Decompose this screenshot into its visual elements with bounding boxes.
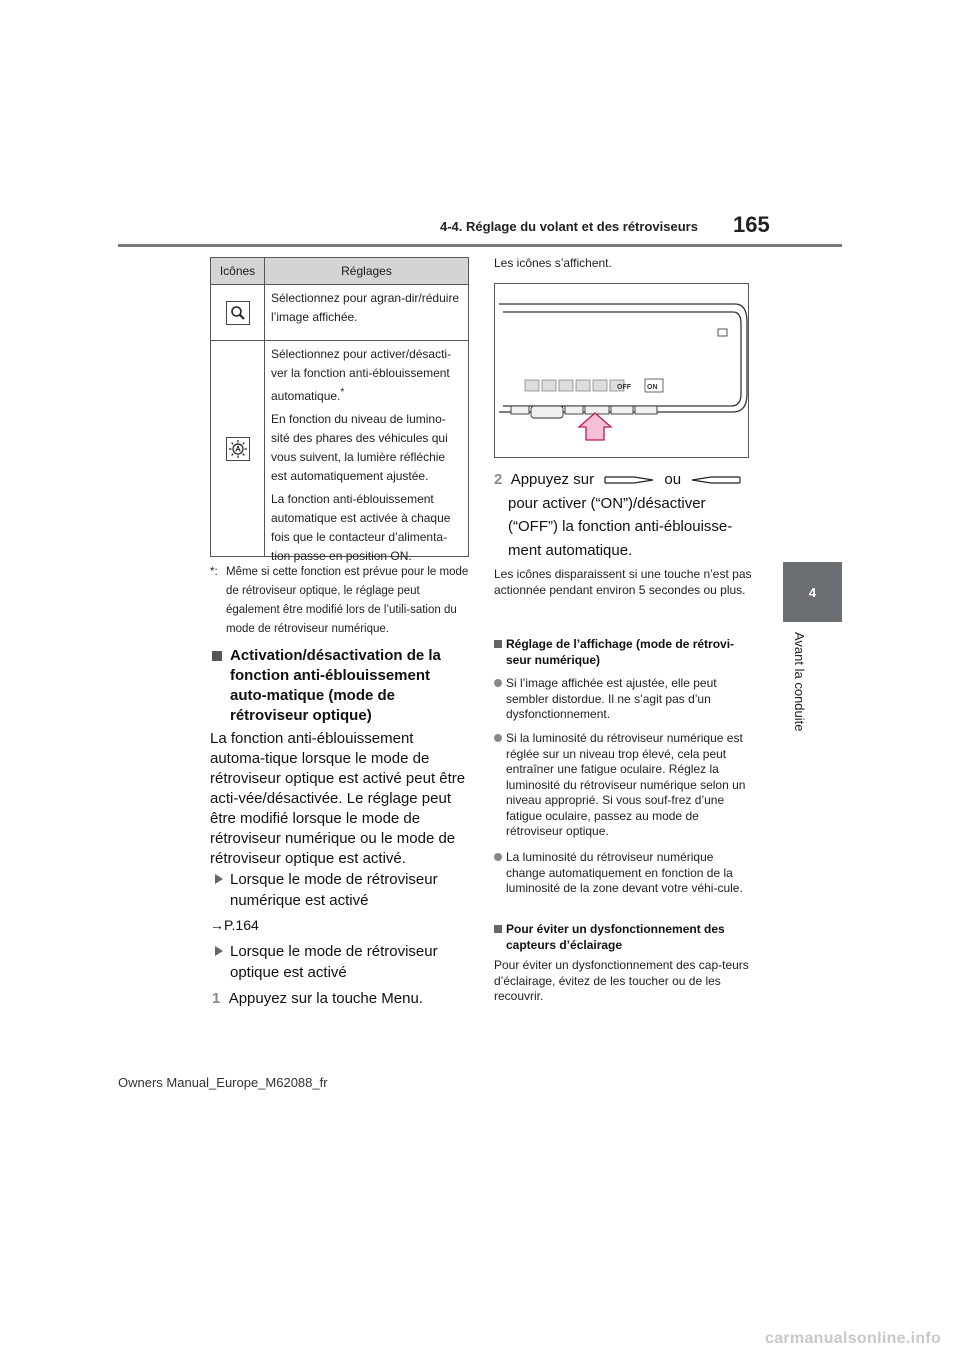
sensor-note: Pour éviter un dysfonctionnement des cap-teurs d’éclairage, évitez de les toucher ou de les recouvrir. xyxy=(494,958,749,1003)
section-subheading: Activation/désactivation de la fonction anti-éblouissement auto-matique (mode de rétroviseur optique) xyxy=(210,646,470,726)
intro-text: Les icônes s’affichent. xyxy=(494,256,612,270)
condition-item: Lorsque le mode de rétroviseur numérique est activé xyxy=(210,869,472,911)
table-header xyxy=(211,258,468,285)
mirror-icon-bar xyxy=(525,379,663,392)
triangle-bullet-icon xyxy=(215,874,223,884)
chapter-number: 4 xyxy=(808,584,817,600)
step-2: 2 Appuyez sur ou pour activer (“ON”)/désactiver (“OFF”) la fonction anti-éblouisse- ment automatique. xyxy=(494,468,756,562)
mirror-illustration xyxy=(494,283,749,458)
round-bullet-icon xyxy=(494,853,502,861)
list-item: La luminosité du rétroviseur numérique change automatiquement en fonction de la luminosité de la zone devant votre véhi-cule. xyxy=(494,850,756,897)
col-header-icons: Icônes xyxy=(211,258,265,284)
square-bullet-icon xyxy=(494,640,502,648)
auto-brightness-icon xyxy=(226,437,250,461)
document-footer: Owners Manual_Europe_M62088_fr xyxy=(118,1075,328,1090)
round-bullet-icon xyxy=(494,679,502,687)
watermark-logo: carmanualsonline.info xyxy=(765,1330,942,1347)
triangle-bullet-icon xyxy=(215,946,223,956)
body-paragraph: La fonction anti-éblouissement automa-tique lorsque le mode de rétroviseur optique est activé peut être acti-vée/désactivée. Le réglage peut être modifié lorsque le mode de rétroviseur numérique ou le mode de rétroviseur optique est activé. xyxy=(210,730,466,867)
list-item: Si l’image affichée est ajustée, elle peut sembler distordue. Il ne s’agit pas d’un dysfonctionnement. xyxy=(494,676,756,723)
col-header-settings: Réglages xyxy=(341,264,392,278)
chapter-tab xyxy=(783,562,842,622)
icons-table xyxy=(210,257,469,563)
left-button-glyph-icon xyxy=(604,474,654,486)
sensor-heading: Pour éviter un dysfonctionnement des capteurs d’éclairage xyxy=(494,922,756,953)
section-title: 4-4. Réglage du volant et des rétroviseurs xyxy=(440,219,698,234)
press-arrow-icon xyxy=(579,413,611,440)
table-row xyxy=(211,341,468,563)
mirror-off-label: OFF xyxy=(617,384,631,391)
table-row xyxy=(211,285,468,341)
mirror-on-label: ON xyxy=(647,384,658,391)
header-rule xyxy=(118,244,842,247)
icons-timeout-note: Les icônes disparaissent si une touche n’est pas actionnée pendant environ 5 secondes ou plus. xyxy=(494,567,752,597)
row1-setting: Sélectionnez pour agran-dir/réduire l’image affichée. xyxy=(271,291,460,324)
page-number: 165 xyxy=(733,212,770,237)
chapter-label: Avant la conduite xyxy=(792,632,807,732)
condition-item: Lorsque le mode de rétroviseur optique est activé xyxy=(210,941,472,983)
right-button-glyph-icon xyxy=(691,474,741,486)
square-bullet-icon xyxy=(494,925,502,933)
page-reference: →P.164 xyxy=(210,917,259,933)
round-bullet-icon xyxy=(494,734,502,742)
display-adjust-heading: Réglage de l’affichage (mode de rétrovi-seur numérique) xyxy=(494,637,756,668)
square-bullet-icon xyxy=(212,651,222,661)
list-item: Si la luminosité du rétroviseur numérique est réglée sur un niveau trop élevé, cela peut entraîner une fatigue oculaire. Réglez la luminosité du rétroviseur numérique selon un niveau approprié. Si vous souf-frez d’une fatigue oculaire, passez au mode de rétroviseur optique. xyxy=(494,731,756,840)
step-1: 1 Appuyez sur la touche Menu. xyxy=(212,990,423,1007)
table-footnote: *: Même si cette fonction est prévue pour le mode de rétroviseur optique, le réglage peut également être modifié lors de l’utili-sation du mode de rétroviseur numérique. xyxy=(210,566,469,635)
magnifier-icon xyxy=(226,301,250,325)
row2-setting: Sélectionnez pour activer/désacti-ver la fonction anti-éblouissement automatique.* En fonction du niveau de lumino-sité des phares des véhicules qui vous suivent, la lumière réfléchie est automatiquement ajustée. La fonction anti-éblouissement automatique est activée à chaque fois que le contacteur d’alimenta-tion passe en position ON. xyxy=(271,347,452,563)
